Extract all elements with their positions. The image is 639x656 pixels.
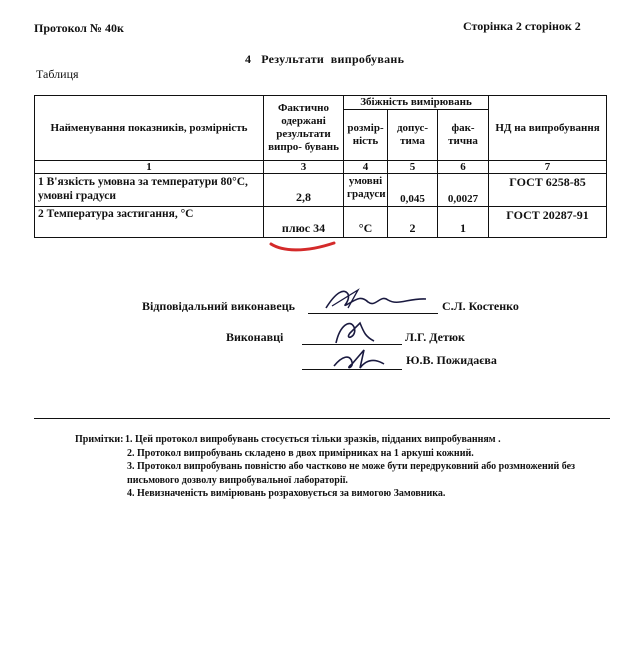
executor2-signature	[330, 342, 390, 376]
responsible-name: С.Л. Костенко	[442, 299, 519, 313]
row-fact: 1	[438, 207, 489, 238]
executor1-name: Л.Г. Детюк	[405, 330, 465, 344]
responsible-signature	[318, 284, 433, 316]
row-tolerance: 0,045	[388, 174, 438, 207]
col-number: 4	[344, 161, 388, 174]
notes-block	[75, 433, 615, 501]
row-dimension: °С	[344, 207, 388, 238]
note-item: 3. Протокол випробувань повністю або частково не може бути передруковний або розмножений без письмового дозволу випробувальної лабораторії.	[127, 461, 576, 486]
col-number: 3	[264, 161, 344, 174]
divider	[34, 418, 610, 419]
col-number: 5	[388, 161, 438, 174]
row-tolerance: 2	[388, 207, 438, 238]
note-item: 4. Невизначеність вимірювань розраховується за вимогою Замовника.	[127, 488, 446, 499]
row-actual: плюс 34	[264, 207, 344, 238]
col-number: 7	[489, 161, 607, 174]
table-row	[35, 207, 607, 238]
header-tolerance: допус- тима	[388, 110, 438, 161]
row-actual: 2,8	[264, 174, 344, 207]
table-row	[35, 174, 607, 207]
header-match-group: Збіжність вимірювань	[344, 96, 489, 110]
row-fact: 0,0027	[438, 174, 489, 207]
results-table	[34, 95, 607, 238]
note-item: 2. Протокол випробувань складено в двох примірниках на 1 аркуші кожний.	[127, 447, 474, 459]
row-nd: ГОСТ 20287-91	[489, 207, 607, 238]
header-actual: Фактично одержані результати випро- бувань	[264, 96, 344, 161]
row-name: 1 В'язкість умовна за температури 80°С, умовні градуси	[35, 174, 264, 207]
responsible-label: Відповідальний виконавець	[142, 299, 295, 313]
executors-label: Виконавці	[226, 330, 284, 344]
header-dimension: розмір- ність	[344, 110, 388, 161]
col-number: 6	[438, 161, 489, 174]
red-underline-mark	[268, 236, 338, 256]
header-name: Найменування показників, розмірність	[35, 96, 264, 161]
row-nd: ГОСТ 6258-85	[489, 174, 607, 207]
page-indicator: Сторінка 2 сторінок 2	[463, 19, 581, 33]
executor2-name: Ю.В. Пожидаєва	[406, 353, 497, 367]
protocol-number: Протокол № 40к	[34, 21, 124, 35]
note-item: 1. Цей протокол випробувань стосується тільки зразків, підданих випробуванням .	[125, 434, 501, 445]
section-title: 4 Результати випробувань	[245, 52, 405, 66]
column-number-row	[35, 161, 607, 174]
notes-label: Примітки:	[75, 434, 124, 445]
header-fact: фак- тична	[438, 110, 489, 161]
row-name: 2 Температура застигання, °С	[35, 207, 264, 238]
header-nd: НД на випробування	[489, 96, 607, 161]
row-dimension: умовні градуси	[344, 174, 388, 207]
table-label: Таблиця	[36, 67, 79, 81]
col-number: 1	[35, 161, 264, 174]
notes-first-line	[75, 433, 615, 447]
